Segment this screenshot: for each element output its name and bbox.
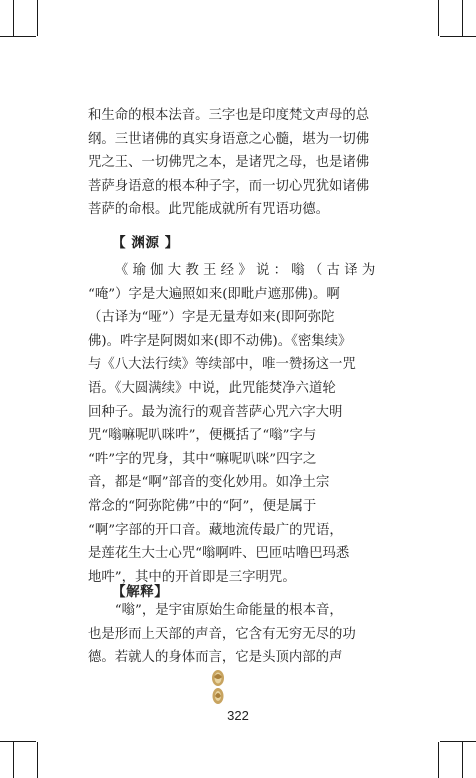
text-line: 音，都是“啊”部音的变化妙用。如净土宗 <box>88 475 330 491</box>
crop-mark <box>438 0 439 36</box>
source-paragraph <box>88 259 388 589</box>
explanation-paragraph <box>88 599 388 670</box>
text-line: （古译为“哑”）字是无量寿如来(即阿弥陀 <box>88 310 335 326</box>
text-line: “吽”字的咒身，其中“嘛呢叭咪”四字之 <box>88 451 317 467</box>
crop-mark <box>0 741 36 742</box>
text-line: 回种子。最为流行的观音菩萨心咒六字大明 <box>88 404 343 420</box>
text-line: 也是形而上天部的声音，它含有无穷无尽的功 <box>88 626 356 642</box>
text-line: 和生命的根本法音。三字也是印度梵文声母的总 <box>88 108 370 123</box>
crop-mark <box>462 742 463 778</box>
text-line: 语。《大圆满续》中说，此咒能焚净六道轮 <box>88 380 336 396</box>
text-line: 咒“嗡嘛呢叭咪吽”，便概括了“嗡”字与 <box>88 428 317 444</box>
crop-mark <box>440 741 476 742</box>
text-line: 纲。三世诸佛的真实身语意之心髓，堪为一切佛 <box>88 131 370 147</box>
crop-mark <box>13 0 14 36</box>
crop-mark <box>462 0 463 36</box>
text-line: 咒之王、一切佛咒之本，是诸咒之母，也是诸佛 <box>88 155 370 171</box>
text-line: 是莲花生大士心咒“嗡啊吽、巴匝咕噜巴玛悉 <box>88 546 350 562</box>
text-line: “啊”字部的开口音。藏地流传最广的咒语， <box>88 522 343 538</box>
crop-mark <box>13 742 14 778</box>
text-line: 《 瑜 伽 大 教 王 经 》 说 ： 嗡 （ 古 译 为 <box>114 263 376 278</box>
text-line: 与《八大法行续》等续部中，唯一赞扬这一咒 <box>88 357 356 373</box>
text-line: “嗡”，是宇宙原始生命能量的根本音， <box>114 603 343 618</box>
crop-mark <box>37 742 38 778</box>
text-line: 菩萨身语意的根本种子字，而一切心咒犹如诸佛 <box>88 178 370 194</box>
page-number: 322 <box>227 708 249 723</box>
text-line: “唵”）字是大遍照如来(即毗卢遮那佛)。啊 <box>88 286 340 302</box>
text-line: 菩萨的命根。此咒能成就所有咒语功德。 <box>88 202 330 218</box>
lotus-ornament-icon <box>208 669 228 707</box>
text-line: 常念的“阿弥陀佛”中的“阿”，便是属于 <box>88 498 317 514</box>
section-heading-source: 【 渊源 】 <box>112 235 179 251</box>
text-line: 德。若就人的身体而言，它是头顶内部的声 <box>88 650 343 666</box>
section-heading-explanation: 【解释】 <box>112 584 169 600</box>
crop-mark <box>438 742 439 778</box>
crop-mark <box>37 0 38 36</box>
text-line: 佛)。吽字是阿閦如来(即不动佛)。《密集续》 <box>88 333 352 349</box>
crop-mark <box>440 36 476 37</box>
text-line: 地吽”，其中的开首即是三字明咒。 <box>88 569 296 585</box>
crop-mark <box>0 36 36 37</box>
intro-paragraph <box>88 104 388 222</box>
